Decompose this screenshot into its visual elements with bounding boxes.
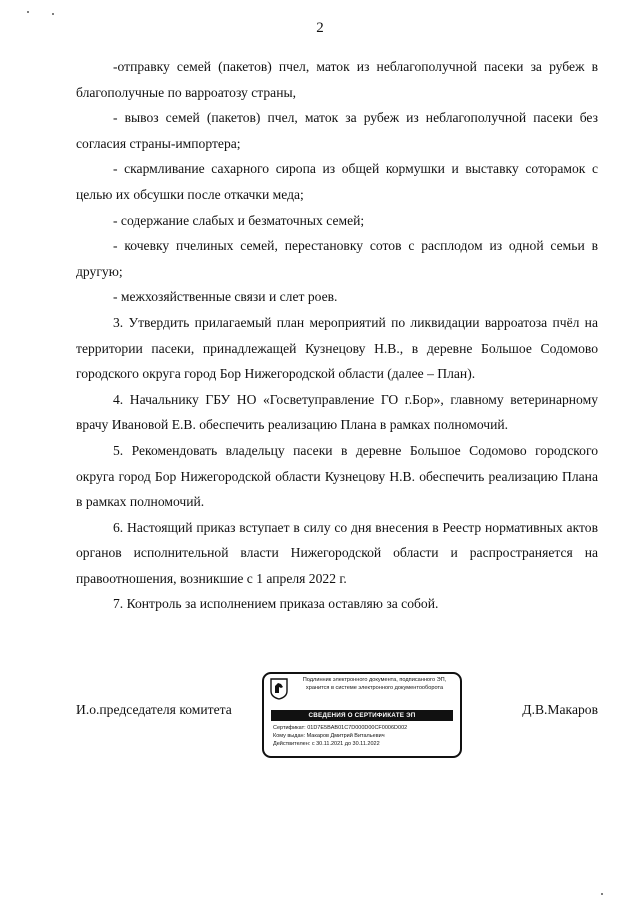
paragraph: 5. Рекомендовать владельцу пасеки в деревне Большое Содомово городского округа город Бор Нижегородской области Кузнецову Н.В. обеспечить реализацию Плана в рамках полномочий.	[76, 442, 598, 510]
certificate-number: Сертификат: 01D7E5BAB01C7D000D00CF0006D002	[273, 725, 408, 731]
paragraph: - скармливание сахарного сиропа из общей кормушки и выставку соторамок с целью их обсушки после откачки меда;	[76, 161, 598, 202]
document-body	[76, 54, 598, 617]
paragraph: 6. Настоящий приказ вступает в силу со дня внесения в Реестр нормативных актов органов исполнительной власти Нижегородской области и распространяется на правоотношения, возникшие с 1 апреля 2022 г.	[76, 519, 598, 586]
paragraph: - кочевку пчелиных семей, перестановку сотов с расплодом из одной семьи в другую;	[76, 238, 598, 279]
page-number: 2	[316, 20, 324, 36]
signer-name: Д.В.Макаров	[522, 702, 598, 717]
paragraph: 3. Утвердить прилагаемый план мероприятий по ликвидации варроатоза пчёл на территории пасеки, принадлежащей Кузнецову Н.В., в деревне Большое Содомово городского округа город Бор Нижегородской области (далее – План).	[76, 314, 598, 382]
paragraph: 7. Контроль за исполнением приказа оставляю за собой.	[113, 596, 439, 612]
stamp-banner: СВЕДЕНИЯ О СЕРТИФИКАТЕ ЭП	[271, 710, 453, 721]
signer-title: И.о.председателя комитета	[76, 702, 232, 717]
stamp-details	[273, 725, 407, 748]
certificate-owner: Кому выдан: Макаров Дмитрий Витальевич	[273, 732, 385, 739]
paragraph: -отправку семей (пакетов) пчел, маток из неблагополучной пасеки за рубеж в благополучные по варроатозу страны,	[76, 59, 598, 100]
paragraph: - вывоз семей (пакетов) пчел, маток за рубеж из неблагополучной пасеки без согласия страны-импортера;	[76, 110, 598, 151]
paragraph: - межхозяйственные связи и слет роев.	[113, 289, 338, 305]
paragraph: 4. Начальнику ГБУ НО «Госветуправление ГО г.Бор», главному ветеринарному врачу Ивановой Е.В. обеспечить реализацию Плана в рамках полномочий.	[76, 391, 598, 433]
stamp-note: Подлинник электронного документа, подписанного ЭП, хранится в системе электронного документооборота	[302, 677, 447, 691]
scan-speck	[27, 11, 29, 13]
electronic-signature-stamp	[262, 672, 462, 758]
certificate-validity: Действителен: с 30.11.2021 до 30.11.2022	[273, 740, 380, 747]
scan-speck	[52, 13, 54, 15]
coat-of-arms-icon	[270, 678, 288, 700]
signature-block	[76, 672, 598, 760]
paragraph: - содержание слабых и безматочных семей;	[113, 212, 365, 228]
scan-speck	[601, 893, 603, 895]
